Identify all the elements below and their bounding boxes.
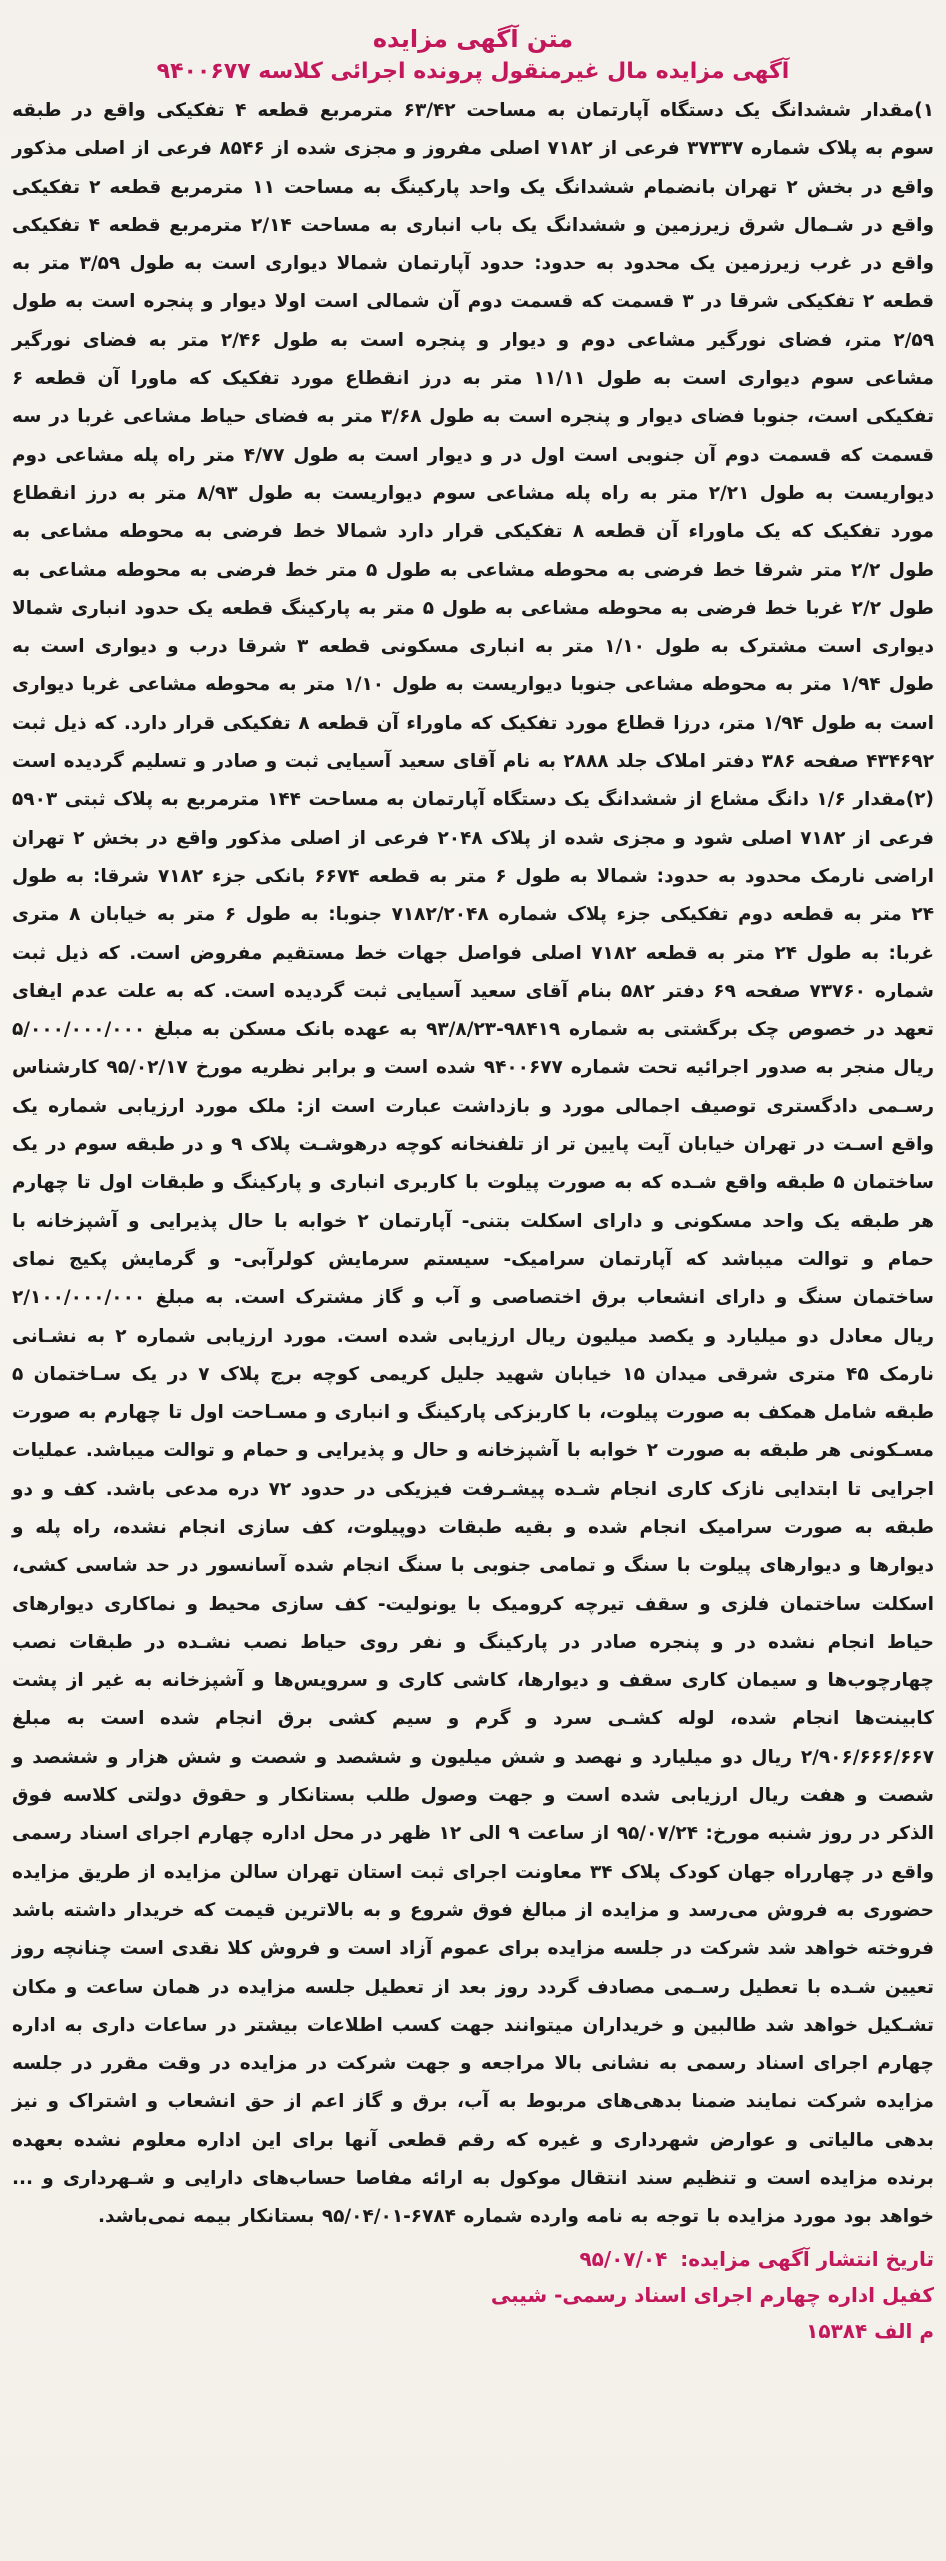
notice-footer: [8, 2241, 938, 2349]
notice-title: متن آگهی مزایده: [372, 25, 574, 53]
publish-date-line: [12, 2241, 934, 2277]
publish-date-value: ۹۵/۰۷/۰۴: [579, 2246, 668, 2271]
signer-line: کفیل اداره چهارم اجرای اسناد رسمی- شیبی: [490, 2282, 934, 2307]
notice-subtitle: آگهی مزایده مال غیرمنقول پرونده اجرائی کلاسه ۹۴۰۰۶۷۷: [156, 59, 790, 84]
notice-body: ۱)مقدار ششدانگ یک دستگاه آپارتمان به مساحت ۶۳/۴۲ مترمربع قطعه ۴ تفکیکی واقع در طبقه سوم به پلاک شماره ۳۷۳۳۷ فرعی از ۷۱۸۲ اصلی مفروز و مجزی شده از ۸۵۴۶ فرعی از اصلی مذکور واقع در بخش ۲ تهران بانضمام ششدانگ یک واحد پارکینگ به مساحت ۱۱ مترمربع قطعه ۲ تفکیکی واقع در شـمال شرق زیرزمین و ششدانگ یک باب انباری به مساحت ۲/۱۴ مترمربع قطعه ۴ تفکیکی واقع در غرب زیرزمین یک محدود به حدود: حدود آپارتمان شمالا دیواری است به طول ۳/۵۹ متر به قطعه ۲ تفکیکی شرقا در ۳ قسمت که قسمت دوم آن شمالی است اولا دیوار و پنجره است به طول ۲/۵۹ متر، فضای نورگیر مشاعی دوم و دیوار و پنجره است به طول ۲/۴۶ متر به فضای نورگیر مشاعی سوم دیواری است به طول ۱۱/۱۱ متر به درز انقطاع مورد تفکیک که ماورا آن قطعه ۶ تفکیکی است، جنوبا فضای دیوار و پنجره است به طول ۳/۶۸ متر به فضای حیاط مشاعی غربا در سه قسمت که قسمت دوم آن جنوبی است اول در و دیوار است به طول ۴/۷۷ متر راه پله مشاعی دوم دیواریست به طول ۲/۲۱ متر به راه پله مشاعی سوم دیواریست به طول ۸/۹۳ متر به درز انقطاع مورد تفکیک که یک ماوراء آن قطعه ۸ تفکیکی قرار دارد شمالا خط فرضی به محوطه مشاعی به طول ۲/۲ متر شرقا خط فرضی به محوطه مشاعی به طول ۵ متر خط فرضی به محوطه مشاعی به طول ۲/۲ غربا خط فرضی به محوطه مشاعی به طول ۵ متر به پارکینگ قطعه یک حدود انباری شمالا دیواری است مشترک به طول ۱/۱۰ متر به انباری مسکونی قطعه ۳ شرقا درب و دیواری است به طول ۱/۹۴ متر به محوطه مشاعی جنوبا دیواریست به طول ۱/۱۰ متر به محوطه مشاعی غربا دیواری است به طول ۱/۹۴ متر، درزا قطاع مورد تفکیک که ماوراء آن قطعه ۸ تفکیکی قرار دارد. که ذیل ثبت ۴۳۴۶۹۲ صفحه ۳۸۶ دفتر املاک جلد ۲۸۸۸ به نام آقای سعید آسیایی ثبت و صادر و تسلیم گردیده است (۲)مقدار ۱/۶ دانگ مشاع از ششدانگ یک دستگاه آپارتمان به مساحت ۱۴۴ مترمربع به پلاک ثبتی ۵۹۰۳ فرعی از ۷۱۸۲ اصلی شود و مجزی شده از پلاک ۲۰۴۸ فرعی از اصلی مذکور واقع در بخش ۲ تهران اراضی نارمک محدود به حدود: شمالا به طول ۶ متر به قطعه ۶۶۷۴ بانکی جزء ۷۱۸۲ شرقا: به طول ۲۴ متر به قطعه دوم تفکیکی جزء پلاک شماره ۷۱۸۲/۲۰۴۸ جنوبا: به طول ۶ متر به خیابان ۸ متری غربا: به طول ۲۴ متر به قطعه ۷۱۸۲ اصلی فواصل جهات خط مستقیم مفروض است. که ذیل ثبت شماره ۷۳۷۶۰ صفحه ۶۹ دفتر ۵۸۲ بنام آقای سعید آسیایی ثبت گردیده است. که به علت عدم ایفای تعهد در خصوص چک برگشتی به شماره ۹۸۴۱۹-۹۳/۸/۲۳ به عهده بانک مسکن به مبلغ ۵/۰۰۰/۰۰۰/۰۰۰ ریال منجر به صدور اجرائیه تحت شماره ۹۴۰۰۶۷۷ شده است و برابر نظریه مورخ ۹۵/۰۲/۱۷ کارشناس رسـمی دادگستری توصیف اجمالی مورد و بازداشت عبارت است از: ملک مورد ارزیابی شماره یک واقع اسـت در تهران خیابان آیت پایین تر از تلفنخانه کوچه درهوشـت پلاک ۹ و در طبقه سوم در یک ساختمان ۵ طبقه واقع شـده که به صورت پیلوت با کاربری انباری و پارکینگ و طبقات اول تا چهارم هر طبقه یک واحد مسکونی و دارای اسکلت بتنی- آپارتمان ۲ خوابه با حال پذیرایی و آشپزخانه با حمام و توالت میباشد که آپارتمان سرامیک- سیستم سرمایش کولرآبی- و گرمایش پکیج نمای ساختمان سنگ و دارای انشعاب برق اختصاصی و آب و گاز مشترک است. به مبلغ ۲/۱۰۰/۰۰۰/۰۰۰ ریال معادل دو میلیارد و یکصد میلیون ریال ارزیابی شده است. مورد ارزیابی شماره ۲ به نشـانی نارمک ۴۵ متری شرقی میدان ۱۵ خیابان شهید جلیل کریمی کوچه برج پلاک ۷ در یک سـاختمان ۵ طبقه شامل همکف به صورت پیلوت، با کاربزکی پارکینگ و انباری و مسـاحت اول تا چهارم به صورت مسـکونی هر طبقه به صورت ۲ خوابه با آشپزخانه و حال و پذیرایی و حمام و توالت میباشد. عملیات اجرایی تا ابتدایی نازک کاری انجام شـده پیشـرفت فیزیکی در حدود ۷۲ دره مدعی باشد. کف و دو طبقه به صورت سرامیک انجام شده و بقیه طبقات دوپیلوت، کف سازی انجام نشده، راه پله و دیوارها و دیوارهای پیلوت با سنگ و تمامی جنوبی با سنگ انجام شده آسانسور در حد شاسی کشی، اسکلت ساختمان فلزی و سقف تیرچه کرومیک با یونولیت- کف سازی محیط و نماکاری دیوارهای حیاط انجام نشده در و پنجره صادر در پارکینگ و نفر روی حیاط نصب نشـده در طبقات نصب چهارچوب‌ها و سیمان کاری سقف و دیوارها، کاشی کاری و سرویس‌ها و آشپزخانه به غیر از پشت کابینت‌ها انجام شده، لوله کشـی سرد و گرم و سیم کشی برق انجام شده است به مبلغ ۲/۹۰۶/۶۶۶/۶۶۷ ریال دو میلیارد و نهصد و شش میلیون و ششصد و شصت و شش هزار و ششصد و شصت و هفت ریال ارزیابی شده است و جهت وصول طلب بستانکار و حقوق دولتی کلاسه فوق الذکر در روز شنبه مورخ: ۹۵/۰۷/۲۴ از ساعت ۹ الی ۱۲ ظهر در محل اداره چهارم اجرای اسناد رسمی واقع در چهارراه جهان کودک پلاک ۳۴ معاونت اجرای ثبت استان تهران سالن مزایده از طریق مزایده حضوری به فروش می‌رسد و مزایده از مبالغ فوق شروع و به بالاترین قیمت که خریدار داشته باشد فروخته خواهد شد شرکت در جلسه مزایده برای عموم آزاد است و فروش کلا نقدی است چنانچه روز تعیین شـده با تعطیل رسـمی مصادف گردد روز بعد از تعطیل جلسه مزایده در همان ساعت و مکان تشـکیل خواهد شد طالبین و خریداران میتوانند جهت کسب اطلاعات بیشتر در ساعات داری به اداره چهارم اجرای اسناد رسمی به نشانی بالا مراجعه و جهت شرکت در مزایده در وقت مقرر در جلسه مزایده شرکت نمایند ضمنا بدهی‌های مربوط به آب، برق و گاز اعم از حق انشعاب و اشتراک و نیز بدهی مالیاتی و عوارض شهرداری و غیره که رقم قطعی آنها برای این اداره معلوم نشده بعهده برنده مزایده است و تنظیم سند انتقال موکول به ارائه مفاصا حساب‌های دارایی و شـهرداری و ... خواهد بود مورد مزایده با توجه به نامه وارده شماره ۶۷۸۴-۹۵/۰۴/۰۱ بستانکار بیمه نمی‌باشد.: [12, 100, 935, 2228]
publish-date-label: تاریخ انتشار آگهی مزایده:: [680, 2246, 934, 2271]
reference-code: م الف ۱۵۳۸۴: [806, 2318, 934, 2343]
